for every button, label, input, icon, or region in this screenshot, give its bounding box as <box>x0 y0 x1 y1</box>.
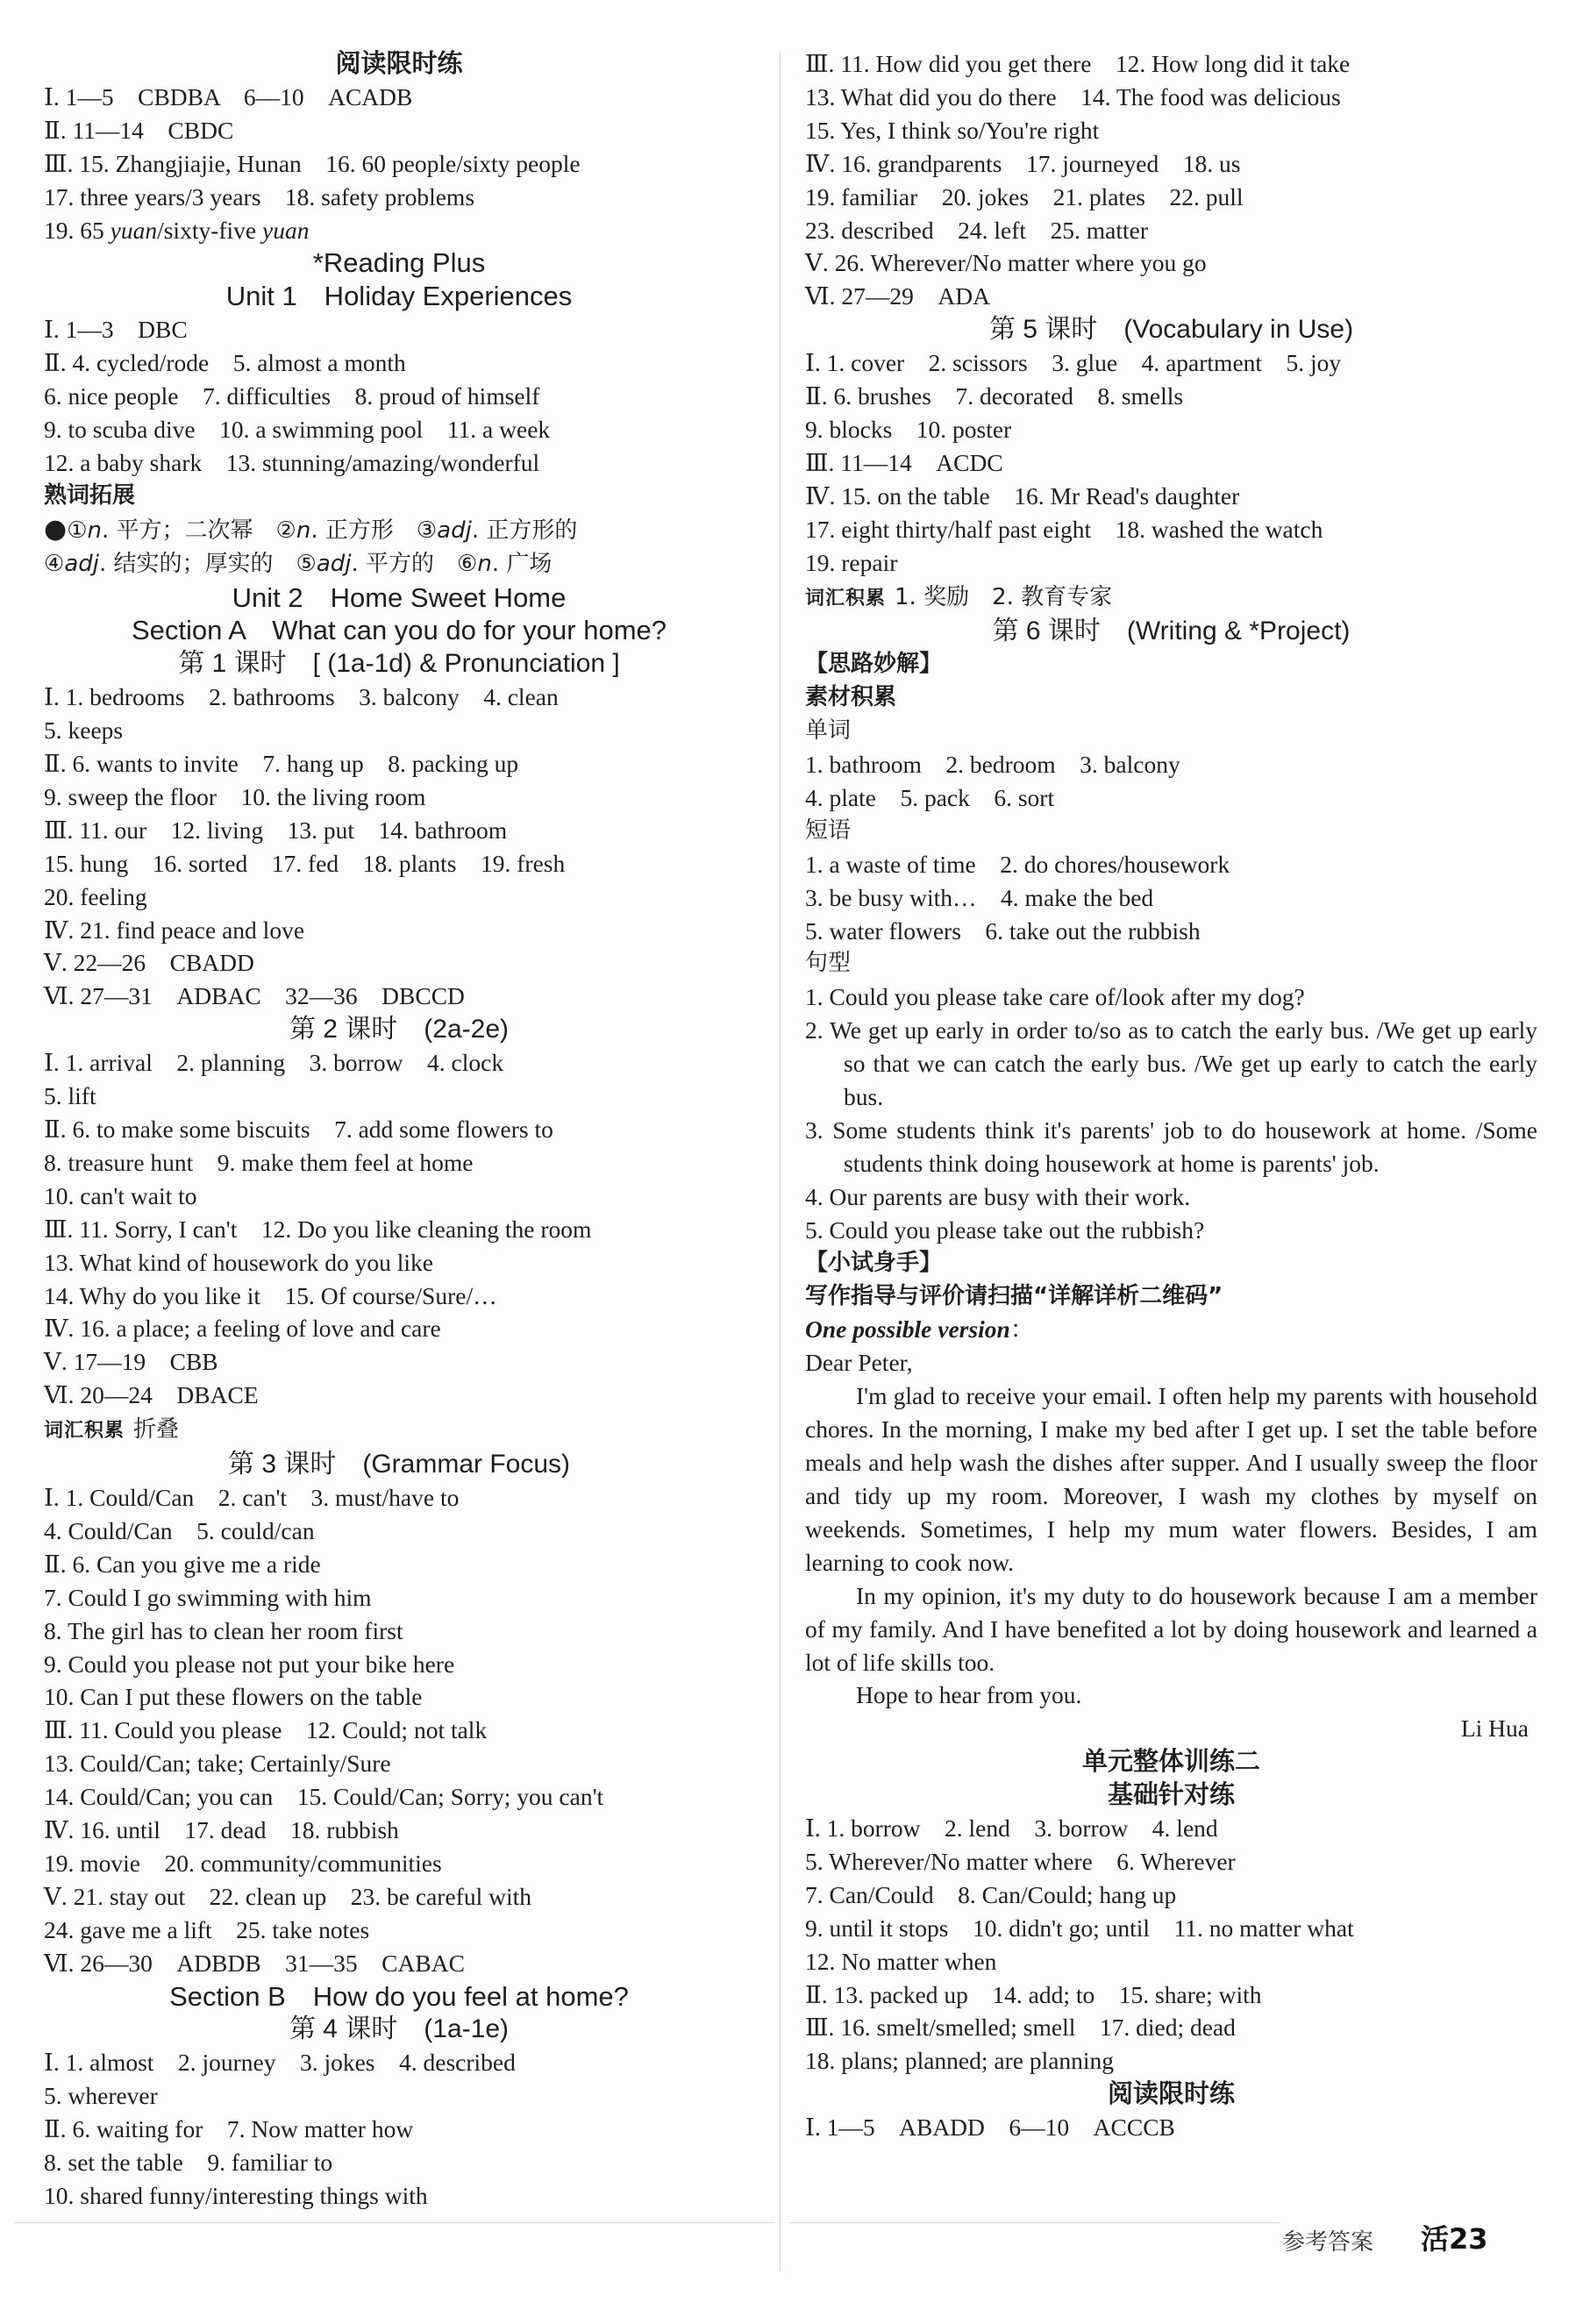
answer-line: Ⅲ. 11. How did you get there 12. How long did it take <box>805 50 1351 77</box>
answer-line: Ⅵ. 20—24 DBACE <box>44 1381 259 1409</box>
answer-line: 14. Why do you like it 15. Of course/Sure/… <box>44 1281 497 1309</box>
essay-paragraph: Hope to hear from you. <box>856 1681 1082 1709</box>
answer-line: Ⅵ. 27—29 ADA <box>805 282 990 310</box>
answer-line: 6. nice people 7. difficulties 8. proud of himself <box>44 382 540 410</box>
answer-line: Ⅳ. 16. grandparents 17. journeyed 18. us <box>805 149 1241 177</box>
vocab-accumulation-line <box>805 580 1537 616</box>
answer-line: Ⅲ. 15. Zhangjiajie, Hunan 16. 60 people/sixty people <box>44 149 581 177</box>
chinese-line: ④adj. 结实的；厚实的 ⑤adj. 平方的 ⑥n. 广场 <box>44 550 553 577</box>
answer-line: 14. Could/Can; you can 15. Could/Can; Sorry; you can't <box>44 1783 604 1811</box>
answer-line: 8. set the table 9. familiar to <box>44 2149 333 2177</box>
answer-line: Ⅴ. 17—19 CBB <box>44 1348 218 1376</box>
answer-line: Ⅲ. 11. Sorry, I can't 12. Do you like cleaning the room <box>44 1215 592 1243</box>
answer-line: Ⅰ. 1. cover 2. scissors 3. glue 4. apartment 5. joy <box>805 349 1342 377</box>
numbered-sentence: 1. Could you please take care of/look after my dog? <box>805 983 1305 1011</box>
bottom-rule-right <box>789 2222 1280 2223</box>
answer-line: 13. Could/Can; take; Certainly/Sure <box>44 1750 391 1778</box>
section-heading: *Reading Plus <box>312 247 486 279</box>
section-heading: Unit 1 Holiday Experiences <box>225 281 573 312</box>
answer-line: Ⅳ. 15. on the table 16. Mr Read's daughter <box>805 481 1240 510</box>
section-heading: 第 3 课时 (Grammar Focus) <box>227 1450 571 1479</box>
right-column <box>805 47 1537 2144</box>
answer-line: Dear Peter, <box>805 1349 913 1377</box>
vocab-text: 折叠 <box>133 1416 180 1444</box>
section-heading: 阅读限时练 <box>1107 2078 1235 2109</box>
answer-line: 3. be busy with… 4. make the bed <box>805 883 1154 911</box>
numbered-sentence: 4. Our parents are busy with their work. <box>805 1182 1191 1210</box>
answer-line: One possible version： <box>805 1315 1035 1344</box>
column-divider <box>780 53 781 2271</box>
section-label: 【思路妙解】 <box>805 651 943 678</box>
section-heading: 阅读限时练 <box>335 48 463 78</box>
answer-line: 24. gave me a lift 25. take notes <box>44 1915 370 1943</box>
answer-line: Ⅰ. 1. borrow 2. lend 3. borrow 4. lend <box>805 1814 1218 1843</box>
footer-label: 参考答案 <box>1282 2229 1374 2256</box>
answer-line: 13. What kind of housework do you like <box>44 1248 434 1276</box>
answer-line: 7. Can/Could 8. Can/Could; hang up <box>805 1880 1177 1908</box>
answer-line: 18. plans; planned; are planning <box>805 2047 1115 2075</box>
answer-line: Ⅱ. 6. Can you give me a ride <box>44 1550 321 1578</box>
answer-line: 5. wherever <box>44 2082 158 2110</box>
answer-line: Ⅱ. 11—14 CBDC <box>44 116 234 144</box>
vocab-tag: 词汇积累 <box>805 587 887 610</box>
answer-line: Ⅱ. 6. brushes 7. decorated 8. smells <box>805 382 1184 410</box>
answer-line: Ⅰ. 1. almost 2. journey 3. jokes 4. described <box>44 2049 516 2077</box>
answer-line: Ⅲ. 11. Could you please 12. Could; not talk <box>44 1716 488 1744</box>
answer-line: Ⅲ. 16. smelt/smelled; smell 17. died; dead <box>805 2014 1236 2042</box>
essay-paragraph: In my opinion, it's my duty to do housework because I am a member of my family. And I have benefited a lot by doing housework and learned a lot of life skills too. <box>805 1581 1537 1676</box>
numbered-sentence: 2. We get up early in order to/so as to catch the early bus. /We get up early so that we can catch the early bus. /We get up early to catch the early bus. <box>805 1016 1537 1111</box>
answer-line: Ⅳ. 21. find peace and love <box>44 916 305 944</box>
answer-line: 12. No matter when <box>805 1947 997 1975</box>
answer-line: 19. familiar 20. jokes 21. plates 22. pull <box>805 182 1244 210</box>
answer-line: Ⅱ. 6. waiting for 7. Now matter how <box>44 2115 414 2143</box>
section-heading: 基础针对练 <box>1107 1779 1235 1810</box>
section-label: 写作指导与评价请扫描“详解详析二维码” <box>805 1282 1223 1309</box>
chinese-line: ●①n. 平方；二次幂 ②n. 正方形 ③adj. 正方形的 <box>44 513 578 545</box>
answer-line: Ⅲ. 11. our 12. living 13. put 14. bathroom <box>44 816 508 844</box>
answer-line: Ⅱ. 6. to make some biscuits 7. add some flowers to <box>44 1116 553 1143</box>
answer-line: 4. plate 5. pack 6. sort <box>805 783 1055 811</box>
answer-line: 19. 65 yuan/sixty-five yuan <box>44 216 310 244</box>
answer-line: 8. treasure hunt 9. make them feel at home <box>44 1148 474 1176</box>
essay-paragraph: I'm glad to receive your email. I often help my parents with household chores. In the morning, I make my bed after I get up. I set the table before meals and help wash the dishes after supper. And I usually sweep the floor and tidy up my room. Moreover, I wash my clothes by myself on weekends. Sometimes, I help my mum water flowers. Besides, I am learning to cook now. <box>805 1382 1537 1576</box>
answer-line: 19. repair <box>805 548 898 576</box>
numbered-sentence: 3. Some students think it's parents' job to do housework at home. /Some students think doing housework at home is parents' job. <box>805 1116 1537 1177</box>
answer-line: Ⅴ. 26. Wherever/No matter where you go <box>805 249 1207 277</box>
answer-line: 4. Could/Can 5. could/can <box>44 1516 315 1544</box>
chinese-line: 句型 <box>805 950 852 977</box>
answer-line: Ⅰ. 1—5 CBDBA 6—10 ACADB <box>44 82 413 110</box>
answer-line: 8. The girl has to clean her room first <box>44 1616 403 1644</box>
answer-line: Ⅳ. 16. a place; a feeling of love and care <box>44 1315 441 1343</box>
answer-line: Ⅰ. 1. bedrooms 2. bathrooms 3. balcony 4. clean <box>44 683 559 711</box>
answer-line: 5. keeps <box>44 716 124 745</box>
section-heading: 第 5 课时 (Vocabulary in Use) <box>988 315 1354 345</box>
answer-line: 23. described 24. left 25. matter <box>805 216 1149 244</box>
answer-line: 9. sweep the floor 10. the living room <box>44 782 426 810</box>
answer-line: Ⅵ. 26—30 ADBDB 31—35 CABAC <box>44 1949 465 1977</box>
answer-line: Ⅱ. 13. packed up 14. add; to 15. share; with <box>805 1980 1262 2008</box>
section-label: 熟词拓展 <box>44 481 136 509</box>
answer-line: 13. What did you do there 14. The food was delicious <box>805 82 1341 110</box>
section-label: 【小试身手】 <box>805 1249 943 1276</box>
answer-line: Ⅰ. 1—3 DBC <box>44 316 188 344</box>
section-heading: 单元整体训练二 <box>1081 1746 1260 1777</box>
section-heading: 第 6 课时 (Writing & *Project) <box>992 617 1351 646</box>
answer-line: 15. hung 16. sorted 17. fed 18. plants 19. fresh <box>44 849 566 877</box>
section-heading: 第 2 课时 (2a-2e) <box>289 1015 510 1044</box>
answer-line: Ⅰ. 1. arrival 2. planning 3. borrow 4. clock <box>44 1049 504 1077</box>
answer-line: 9. to scuba dive 10. a swimming pool 11. a week <box>44 415 551 443</box>
answer-line: Ⅰ. 1. Could/Can 2. can't 3. must/have to <box>44 1483 460 1511</box>
section-heading: 第 1 课时 [ (1a-1d) & Pronunciation ] <box>178 649 620 679</box>
answer-line: 15. Yes, I think so/You're right <box>805 116 1100 144</box>
answer-line: 5. lift <box>44 1082 96 1110</box>
section-heading: 第 4 课时 (1a-1e) <box>289 2014 510 2044</box>
chinese-line: 单词 <box>805 717 852 745</box>
vocab-tag: 词汇积累 <box>44 1420 125 1443</box>
answer-line: 9. until it stops 10. didn't go; until 11. no matter what <box>805 1914 1354 1942</box>
answer-line: 1. bathroom 2. bedroom 3. balcony <box>805 751 1180 779</box>
answer-line: Ⅰ. 1—5 ABADD 6—10 ACCCB <box>805 2114 1175 2142</box>
answer-line: Ⅵ. 27—31 ADBAC 32—36 DBCCD <box>44 982 465 1010</box>
answer-line: 20. feeling <box>44 882 147 910</box>
answer-line: 9. blocks 10. poster <box>805 415 1012 443</box>
answer-line: Ⅴ. 22—26 CBADD <box>44 949 254 977</box>
vocab-accumulation-line <box>44 1412 754 1448</box>
left-column <box>44 47 754 2213</box>
section-label: 素材积累 <box>805 684 897 711</box>
answer-line: 17. three years/3 years 18. safety problems <box>44 182 475 210</box>
answer-line: 5. Wherever/No matter where 6. Wherever <box>805 1847 1236 1875</box>
answer-line: Ⅱ. 4. cycled/rode 5. almost a month <box>44 349 406 377</box>
answer-line: Ⅱ. 6. wants to invite 7. hang up 8. packing up <box>44 750 519 778</box>
chinese-line: 短语 <box>805 816 852 844</box>
answer-line: Ⅳ. 16. until 17. dead 18. rubbish <box>44 1816 399 1844</box>
answer-line: 17. eight thirty/half past eight 18. washed the watch <box>805 515 1323 543</box>
bottom-rule-left <box>14 2222 775 2223</box>
section-heading: Section A What can you do for your home? <box>131 615 667 646</box>
answer-line: 9. Could you please not put your bike here <box>44 1650 455 1678</box>
answer-line: 19. movie 20. community/communities <box>44 1849 442 1877</box>
answer-line: Ⅴ. 21. stay out 22. clean up 23. be careful with <box>44 1882 531 1910</box>
essay-signature: Li Hua <box>1460 1714 1529 1743</box>
page-number: 活23 <box>1421 2222 1488 2256</box>
answer-line: 10. shared funny/interesting things with <box>44 2182 428 2209</box>
answer-line: 7. Could I go swimming with him <box>44 1583 372 1611</box>
answer-line: 10. can't wait to <box>44 1181 197 1209</box>
vocab-text: 1. 奖励 2. 教育专家 <box>895 583 1113 610</box>
answer-line: 12. a baby shark 13. stunning/amazing/wonderful <box>44 448 540 476</box>
answer-line: 5. water flowers 6. take out the rubbish <box>805 916 1201 945</box>
answer-line: 10. Can I put these flowers on the table <box>44 1683 423 1711</box>
page-footer <box>1282 2217 1545 2261</box>
answer-line: Ⅲ. 11—14 ACDC <box>805 448 1003 476</box>
answer-line: 1. a waste of time 2. do chores/housework <box>805 850 1230 878</box>
section-heading: Section B How do you feel at home? <box>169 1980 629 2012</box>
section-heading: Unit 2 Home Sweet Home <box>232 581 567 613</box>
numbered-sentence: 5. Could you please take out the rubbish? <box>805 1215 1205 1244</box>
